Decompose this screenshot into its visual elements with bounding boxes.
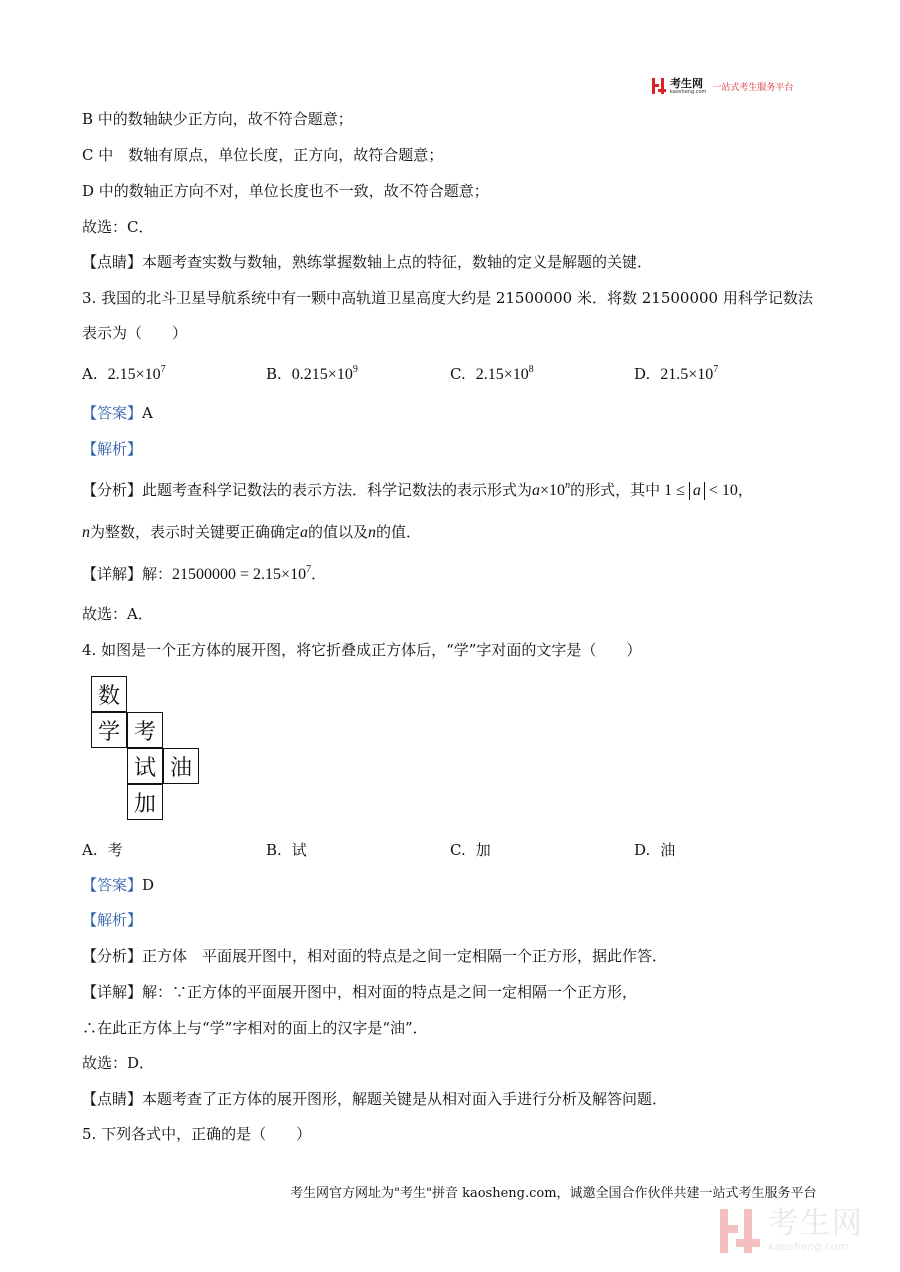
dianjing-text: 本题考查实数与数轴，熟练掌握数轴上点的特征，数轴的定义是解题的关键．	[142, 253, 653, 271]
q4-option-a[interactable]	[82, 840, 123, 860]
answer-value: A	[142, 404, 153, 422]
option-base: 2.15×10	[107, 366, 161, 383]
option-label: B.	[266, 365, 282, 383]
section-tag: 【分析】	[82, 481, 143, 499]
q4-detail-cont: ∴在此正方体上与“学”字相对的面上的汉字是“油”．	[82, 1019, 428, 1037]
text-line: D 中的数轴正方向不对，单位长度也不一致，故不符合题意；	[82, 182, 489, 200]
watermark-url: kaosheng.com	[768, 1240, 849, 1253]
section-tag: 【点睛】	[82, 253, 143, 271]
var-n: n	[565, 480, 571, 491]
option-label: A.	[82, 365, 98, 383]
q3-stem: 3. 我国的北斗卫星导航系统中有一颗中高轨道卫星高度大约是 21500000 米．将数 21500000 用科学记数法	[82, 289, 813, 307]
ineq-right: < 10	[708, 482, 738, 499]
var-n: n	[368, 524, 377, 541]
section-tag: 【分析】	[82, 947, 143, 965]
conclusion-line: 故选：C．	[82, 218, 154, 236]
option-label: A.	[82, 841, 98, 859]
q4-option-b[interactable]	[266, 840, 307, 860]
answer-tag: 【答案】	[82, 876, 143, 894]
logo-text-block	[670, 78, 706, 95]
fenxi-text: 的值以及	[308, 523, 369, 541]
section-tag: 【详解】	[82, 565, 143, 583]
q3-detail	[82, 564, 326, 585]
net-cell-xue: 学	[91, 712, 127, 748]
fenxi-text: 此题考查科学记数法的表示方法．科学记数法的表示形式为	[142, 481, 533, 499]
q3-stem-cont: 表示为（ ）	[82, 324, 188, 342]
fenxi-text: 为整数，表示时关键要正确确定	[90, 523, 301, 541]
net-cell-shu: 数	[91, 676, 127, 712]
option-exponent: 7	[713, 364, 719, 375]
q4-option-c[interactable]	[450, 840, 491, 860]
option-exponent: 9	[352, 364, 358, 375]
option-text: 油	[660, 841, 676, 859]
logo-slogan: 一站式考生服务平台	[712, 82, 794, 93]
option-exponent: 8	[528, 364, 534, 375]
q3-option-b[interactable]	[266, 364, 358, 385]
equation-exponent: 7	[306, 564, 312, 575]
section-tag: 【点睛】	[82, 1090, 143, 1108]
dianjing-text: 本题考查了正方体的展开图形，解题关键是从相对面入手进行分析及解答问题．	[142, 1090, 668, 1108]
q3-fenxi	[82, 480, 753, 501]
option-exponent: 7	[160, 364, 166, 375]
q4-conclusion: 故选：D．	[82, 1054, 155, 1072]
option-text: 考	[107, 841, 123, 859]
q4-fenxi	[82, 946, 667, 966]
abs-a: a	[689, 482, 705, 500]
section-tag: 【详解】	[82, 983, 143, 1001]
text-line: C 中 数轴有原点，单位长度，正方向，故符合题意；	[82, 146, 444, 164]
var-n: n	[82, 524, 90, 541]
q4-detail	[82, 982, 637, 1002]
option-base: 21.5×10	[660, 366, 714, 383]
logo-url: kaosheng.com	[670, 88, 707, 95]
option-text: 试	[291, 841, 307, 859]
ineq-left: 1 ≤	[664, 482, 685, 499]
q3-option-c[interactable]	[450, 364, 534, 385]
answer-tag: 【答案】	[82, 404, 143, 422]
q3-answer	[82, 403, 153, 423]
q3-analysis-tag: 【解析】	[82, 440, 143, 458]
fenxi-text: 的值．	[376, 523, 422, 541]
net-cell-shi: 试	[127, 748, 163, 784]
option-label: C.	[450, 365, 466, 383]
formula-times: ×10	[540, 482, 566, 499]
net-cell-you: 油	[163, 748, 199, 784]
detail-text: ．	[311, 565, 327, 583]
q4-option-d[interactable]	[634, 840, 675, 860]
option-value	[660, 366, 718, 383]
kaosheng-logo-icon	[652, 78, 666, 94]
equation-body: 21500000 = 2.15×10	[172, 566, 307, 583]
watermark-logo-icon	[720, 1209, 760, 1253]
detail-equation	[172, 566, 311, 583]
logo-name: 考生网	[670, 76, 703, 90]
q4-dianjing	[82, 1089, 667, 1109]
net-cell-jia: 加	[127, 784, 163, 820]
watermark-text	[768, 1208, 864, 1253]
text-line: B 中的数轴缺少正方向，故不符合题意；	[82, 110, 353, 128]
watermark	[720, 1208, 864, 1253]
q3-fenxi-cont	[82, 522, 421, 543]
net-cell-kao: 考	[127, 712, 163, 748]
fenxi-text: 的形式，其中	[570, 481, 661, 499]
detail-text: 解：∵正方体的平面展开图中，相对面的特点是之间一定相隔一个正方形，	[142, 983, 638, 1001]
q3-conclusion: 故选：A．	[82, 605, 153, 623]
q5-stem: 5. 下列各式中，正确的是（ ）	[82, 1125, 312, 1143]
option-base: 2.15×10	[475, 366, 529, 383]
option-value	[292, 366, 358, 383]
option-label: D.	[634, 841, 651, 859]
detail-text: 解：	[142, 565, 173, 583]
q3-option-a[interactable]	[82, 364, 166, 385]
answer-value: D	[142, 876, 155, 894]
header-logo[interactable]	[652, 76, 793, 96]
q3-option-d[interactable]	[634, 364, 718, 385]
footer-text: 考生网官方网址为"考生"拼音 kaosheng.com，诚邀全国合作伙伴共建一站式考生服务平台	[290, 1186, 817, 1201]
option-value	[476, 366, 534, 383]
fenxi-text: 正方体 平面展开图中，相对面的特点是之间一定相隔一个正方形，据此作答．	[142, 947, 668, 965]
option-base: 0.215×10	[291, 366, 353, 383]
q4-analysis-tag: 【解析】	[82, 911, 143, 929]
option-value	[108, 366, 166, 383]
sci-notation-formula	[532, 482, 570, 499]
fenxi-text: ，	[737, 481, 753, 499]
watermark-name: 考生网	[768, 1206, 864, 1241]
option-label: D.	[634, 365, 651, 383]
q4-answer	[82, 875, 154, 895]
var-a: a	[532, 482, 541, 499]
option-label: B.	[266, 841, 282, 859]
dianjing-line	[82, 252, 652, 272]
option-text: 加	[475, 841, 491, 859]
var-a: a	[300, 524, 309, 541]
option-label: C.	[450, 841, 466, 859]
inequality	[660, 482, 738, 499]
q4-stem: 4. 如图是一个正方体的展开图，将它折叠成正方体后，“学”字对面的文字是（ ）	[82, 641, 642, 659]
